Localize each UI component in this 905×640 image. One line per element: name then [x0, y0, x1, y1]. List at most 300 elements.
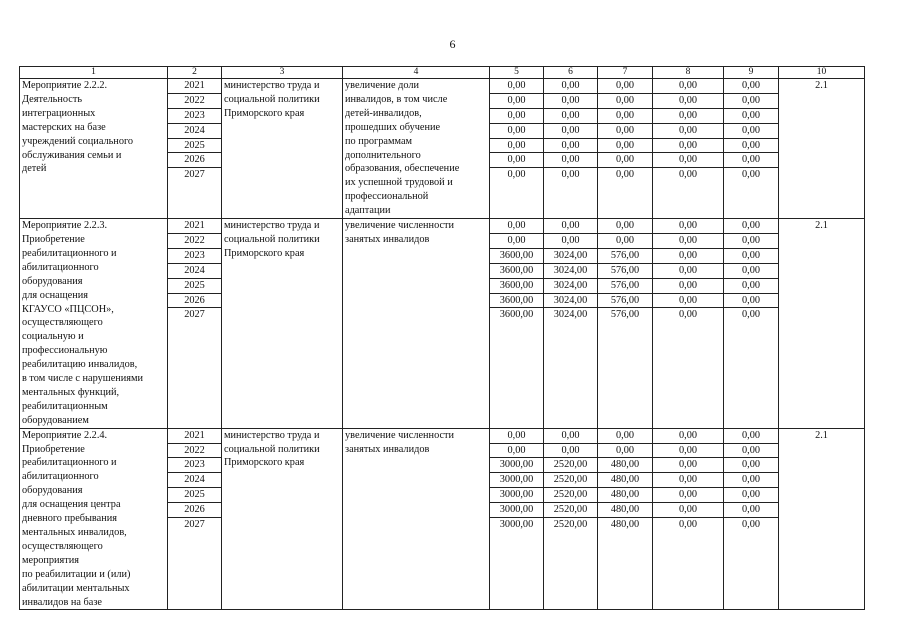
amount-cell — [490, 219, 544, 429]
amount-value: 3024,00 — [553, 309, 588, 321]
executor-cell-line: Приморского края — [224, 457, 305, 469]
amount-value: 0,00 — [615, 429, 635, 441]
amount-value: 0,00 — [507, 109, 526, 121]
activity-cell-line: учреждений социального — [22, 135, 134, 147]
executor-cell-line: министерство труда и — [224, 429, 320, 441]
amount-line — [724, 458, 778, 473]
result-cell-line: профессиональной — [345, 191, 429, 203]
result-cell-line: детей-инвалидов, — [345, 107, 422, 119]
amount-line — [724, 488, 778, 503]
amount-line — [598, 109, 652, 124]
amount-line — [490, 294, 543, 309]
year-value: 2023 — [168, 458, 221, 473]
year-value: 2025 — [168, 279, 221, 294]
amount-value: 2520,00 — [553, 459, 588, 471]
amount-line — [653, 264, 723, 279]
amount-line — [544, 518, 597, 532]
amount-value: 0,00 — [561, 109, 580, 121]
year-value: 2021 — [168, 79, 221, 94]
table-row — [20, 428, 865, 610]
activity-cell-line: ментальных функций, — [22, 386, 120, 398]
amount-cell — [724, 79, 779, 219]
amount-line — [724, 234, 778, 249]
executor-cell-line: социальной политики — [224, 233, 320, 245]
amount-line — [598, 473, 652, 488]
result-cell-line: по программам — [345, 135, 413, 147]
amount-value: 0,00 — [678, 139, 698, 151]
activity-cell-line: дневного пребывания — [22, 513, 117, 525]
amount-value: 0,00 — [741, 309, 761, 321]
amount-line — [544, 444, 597, 459]
header-cell: 5 — [490, 67, 544, 79]
activity-cell-line: оборудования — [22, 275, 83, 287]
year-value: 2026 — [168, 294, 221, 309]
amount-value: 0,00 — [615, 124, 635, 136]
amount-value: 0,00 — [678, 309, 698, 321]
result-cell-line: увеличение численности — [345, 429, 455, 441]
amount-line — [598, 264, 652, 279]
amount-value: 0,00 — [507, 234, 526, 246]
amount-value: 3000,00 — [499, 459, 534, 471]
header-cell: 8 — [653, 67, 724, 79]
amount-value: 0,00 — [507, 444, 526, 456]
table-row — [20, 79, 865, 219]
amount-value: 0,00 — [507, 139, 526, 151]
year-value: 2021 — [168, 219, 221, 234]
amount-value: 0,00 — [507, 124, 526, 136]
amount-line — [724, 308, 778, 322]
amount-cell — [490, 428, 544, 610]
amount-line — [490, 94, 543, 109]
amount-line — [544, 109, 597, 124]
amount-line — [490, 458, 543, 473]
amount-value: 0,00 — [741, 154, 761, 166]
activity-cell-line: абилитации ментальных — [22, 582, 130, 594]
amount-line — [490, 153, 543, 168]
amount-value: 0,00 — [678, 124, 698, 136]
amount-line — [490, 473, 543, 488]
activity-cell-line: социальную и — [22, 331, 84, 343]
amount-value: 3600,00 — [499, 294, 534, 306]
activity-cell-line: инвалидов на базе — [22, 596, 102, 608]
amount-value: 0,00 — [678, 504, 698, 516]
activity-cell-line: КГАУСО «ПЦСОН», — [22, 303, 114, 315]
amount-value: 0,00 — [615, 220, 635, 232]
amount-value: 0,00 — [507, 220, 526, 232]
amount-value: 576,00 — [610, 264, 640, 276]
amount-cell — [724, 219, 779, 429]
amount-value: 0,00 — [678, 264, 698, 276]
activity-cell-line: для оснащения — [22, 289, 88, 301]
executor-cell-line: Приморского края — [224, 247, 305, 259]
activity-cell-line: мероприятия — [22, 554, 80, 566]
header-cell: 10 — [779, 67, 865, 79]
amount-value: 0,00 — [615, 94, 635, 106]
amount-line — [653, 473, 723, 488]
amount-line — [544, 264, 597, 279]
amount-line — [490, 139, 543, 154]
amount-value: 0,00 — [678, 444, 698, 456]
amount-value: 0,00 — [678, 220, 698, 232]
amount-value: 0,00 — [741, 169, 761, 181]
amount-value: 0,00 — [507, 80, 526, 91]
amount-value: 480,00 — [610, 489, 640, 501]
activity-cell-line: реабилитационным — [22, 400, 108, 412]
year-value: 2025 — [168, 139, 221, 154]
amount-value: 0,00 — [741, 294, 761, 306]
amount-line — [653, 124, 723, 139]
amount-line — [653, 308, 723, 322]
amount-line — [490, 79, 543, 94]
amount-value: 3600,00 — [499, 309, 534, 321]
activity-cell-line: Мероприятие 2.2.4. — [22, 429, 108, 441]
amount-value: 0,00 — [561, 169, 580, 181]
amount-value: 0,00 — [741, 264, 761, 276]
activity-cell-line: абилитационного — [22, 261, 99, 273]
amount-value: 0,00 — [615, 234, 635, 246]
amount-line — [598, 444, 652, 459]
amount-value: 3600,00 — [499, 264, 534, 276]
amount-cell — [598, 428, 653, 610]
amount-cell — [653, 219, 724, 429]
amount-line — [653, 79, 723, 94]
amount-value: 3000,00 — [499, 489, 534, 501]
amount-value: 0,00 — [678, 489, 698, 501]
amount-line — [544, 139, 597, 154]
activity-cell-line: Деятельность — [22, 93, 83, 105]
amount-line — [724, 124, 778, 139]
amount-line — [724, 109, 778, 124]
program-table — [19, 66, 865, 610]
result-cell-line: инвалидов, в том числе — [345, 93, 448, 105]
amount-value: 0,00 — [615, 80, 635, 91]
amount-value: 2520,00 — [553, 504, 588, 516]
amount-value: 3600,00 — [499, 279, 534, 291]
result-cell-line: адаптации — [345, 205, 391, 217]
year-value: 2027 — [184, 309, 205, 321]
activity-cell-line: мастерских на базе — [22, 121, 106, 133]
activity-cell-line: осуществляющего — [22, 317, 103, 329]
amount-line — [598, 429, 652, 444]
amount-value: 0,00 — [561, 124, 580, 136]
amount-value: 480,00 — [610, 519, 640, 530]
result-cell-line: увеличение численности — [345, 220, 455, 232]
amount-line — [724, 139, 778, 154]
activity-cell-line: Мероприятие 2.2.3. — [22, 220, 108, 232]
amount-line — [490, 488, 543, 503]
activity-cell-line: интеграционных — [22, 107, 96, 119]
amount-line — [490, 234, 543, 249]
amount-line — [724, 444, 778, 459]
amount-cell — [598, 219, 653, 429]
amount-cell — [544, 219, 598, 429]
years-cell — [168, 219, 222, 429]
activity-cell-line: ментальных инвалидов, — [22, 527, 127, 538]
activity-cell — [20, 219, 168, 429]
result-cell-line: занятых инвалидов — [345, 233, 430, 245]
amount-line — [490, 518, 543, 532]
amount-line — [653, 168, 723, 182]
amount-line — [598, 168, 652, 182]
amount-cell — [544, 428, 598, 610]
year-value: 2026 — [168, 153, 221, 168]
amount-line — [490, 279, 543, 294]
activity-cell-line: обслуживания семьи и — [22, 149, 122, 161]
header-cell: 4 — [343, 67, 490, 79]
amount-value: 0,00 — [741, 474, 761, 486]
amount-line — [653, 219, 723, 234]
year-value: 2022 — [168, 234, 221, 249]
activity-cell-line: для оснащения центра — [22, 499, 121, 511]
amount-line — [490, 124, 543, 139]
amount-value: 0,00 — [741, 504, 761, 516]
amount-line — [653, 234, 723, 249]
amount-value: 0,00 — [507, 154, 526, 166]
amount-value: 3000,00 — [499, 519, 534, 530]
year-value: 2022 — [168, 444, 221, 459]
amount-value: 3024,00 — [553, 279, 588, 291]
amount-line — [653, 153, 723, 168]
header-cell: 9 — [724, 67, 779, 79]
amount-line — [598, 503, 652, 518]
amount-line — [724, 94, 778, 109]
amount-line — [544, 219, 597, 234]
amount-value: 0,00 — [561, 429, 580, 441]
executor-cell — [222, 428, 343, 610]
executor-cell — [222, 219, 343, 429]
amount-line — [490, 109, 543, 124]
amount-value: 0,00 — [741, 220, 761, 232]
amount-value: 0,00 — [741, 429, 761, 441]
activity-cell-line: реабилитационного и — [22, 457, 117, 469]
amount-value: 480,00 — [610, 459, 640, 471]
amount-line — [653, 139, 723, 154]
amount-line — [490, 503, 543, 518]
activity-cell-line: Приобретение — [22, 443, 85, 455]
result-cell — [343, 428, 490, 610]
year-value: 2022 — [168, 94, 221, 109]
amount-line — [598, 219, 652, 234]
amount-line — [724, 473, 778, 488]
amount-value: 2520,00 — [553, 474, 588, 486]
activity-cell-line: в том числе с нарушениями — [22, 373, 144, 385]
amount-value: 0,00 — [741, 279, 761, 291]
year-value: 2024 — [168, 124, 221, 139]
year-value: 2027 — [184, 169, 205, 181]
indicator-cell: 2.1 — [779, 428, 865, 610]
executor-cell — [222, 79, 343, 219]
amount-line — [544, 429, 597, 444]
amount-value: 0,00 — [741, 109, 761, 121]
amount-line — [724, 294, 778, 309]
years-cell — [168, 428, 222, 610]
amount-line — [544, 94, 597, 109]
amount-line — [490, 168, 543, 182]
year-value: 2023 — [168, 249, 221, 264]
amount-value: 0,00 — [678, 109, 698, 121]
amount-line — [598, 79, 652, 94]
result-cell-line: увеличение доли — [345, 80, 419, 91]
amount-value: 3024,00 — [553, 294, 588, 306]
amount-line — [598, 279, 652, 294]
amount-value: 576,00 — [610, 309, 640, 321]
amount-value: 3000,00 — [499, 504, 534, 516]
amount-cell — [724, 428, 779, 610]
amount-line — [653, 429, 723, 444]
activity-cell-line: реабилитационного и — [22, 247, 117, 259]
amount-value: 0,00 — [561, 234, 580, 246]
year-value: 2023 — [168, 109, 221, 124]
header-cell: 1 — [20, 67, 168, 79]
activity-cell-line: профессиональную — [22, 345, 108, 357]
amount-line — [724, 264, 778, 279]
amount-line — [598, 458, 652, 473]
header-cell: 3 — [222, 67, 343, 79]
amount-line — [598, 488, 652, 503]
amount-line — [544, 503, 597, 518]
years-cell — [168, 79, 222, 219]
amount-value: 0,00 — [678, 429, 698, 441]
year-value: 2026 — [168, 503, 221, 518]
amount-value: 0,00 — [615, 139, 635, 151]
amount-value: 0,00 — [615, 154, 635, 166]
amount-line — [653, 94, 723, 109]
amount-line — [653, 518, 723, 532]
amount-value: 0,00 — [561, 139, 580, 151]
amount-value: 576,00 — [610, 249, 640, 261]
year-value: 2024 — [168, 473, 221, 488]
amount-value: 0,00 — [678, 519, 698, 530]
amount-value: 0,00 — [741, 234, 761, 246]
activity-cell-line: оборудованием — [22, 414, 89, 426]
amount-value: 0,00 — [678, 154, 698, 166]
amount-line — [544, 168, 597, 182]
amount-line — [653, 503, 723, 518]
amount-line — [544, 488, 597, 503]
amount-line — [490, 264, 543, 279]
amount-line — [490, 308, 543, 322]
activity-cell — [20, 79, 168, 219]
result-cell-line: дополнительного — [345, 149, 421, 161]
amount-value: 0,00 — [561, 154, 580, 166]
amount-line — [598, 249, 652, 264]
amount-value: 0,00 — [561, 94, 580, 106]
amount-line — [490, 429, 543, 444]
amount-value: 0,00 — [678, 94, 698, 106]
amount-line — [598, 94, 652, 109]
amount-line — [724, 279, 778, 294]
amount-line — [724, 518, 778, 532]
amount-value: 0,00 — [741, 444, 761, 456]
activity-cell — [20, 428, 168, 610]
amount-value: 0,00 — [741, 80, 761, 91]
amount-line — [598, 139, 652, 154]
amount-value: 0,00 — [561, 220, 580, 232]
amount-line — [490, 219, 543, 234]
amount-line — [544, 308, 597, 322]
amount-line — [544, 279, 597, 294]
amount-value: 0,00 — [678, 249, 698, 261]
activity-cell-line: абилитационного — [22, 471, 99, 483]
executor-cell-line: социальной политики — [224, 443, 320, 455]
result-cell-line: их успешной трудовой и — [345, 177, 453, 189]
amount-line — [724, 249, 778, 264]
header-cell: 2 — [168, 67, 222, 79]
amount-value: 576,00 — [610, 279, 640, 291]
amount-value: 0,00 — [741, 124, 761, 136]
amount-line — [544, 79, 597, 94]
amount-line — [598, 153, 652, 168]
amount-line — [653, 279, 723, 294]
amount-value: 0,00 — [678, 169, 698, 181]
amount-line — [724, 503, 778, 518]
year-value: 2024 — [168, 264, 221, 279]
indicator-cell: 2.1 — [779, 79, 865, 219]
amount-value: 0,00 — [741, 489, 761, 501]
amount-line — [544, 124, 597, 139]
year-value: 2021 — [168, 429, 221, 444]
amount-line — [724, 219, 778, 234]
amount-value: 2520,00 — [553, 489, 588, 501]
year-value: 2025 — [168, 488, 221, 503]
amount-value: 0,00 — [678, 80, 698, 91]
activity-cell-line: Приобретение — [22, 233, 85, 245]
amount-value: 0,00 — [678, 474, 698, 486]
amount-value: 576,00 — [610, 294, 640, 306]
amount-line — [544, 294, 597, 309]
amount-value: 0,00 — [678, 279, 698, 291]
activity-cell-line: Мероприятие 2.2.2. — [22, 80, 108, 91]
amount-value: 0,00 — [741, 139, 761, 151]
amount-line — [724, 429, 778, 444]
executor-cell-line: социальной политики — [224, 93, 320, 105]
amount-line — [544, 153, 597, 168]
amount-value: 0,00 — [678, 234, 698, 246]
amount-value: 0,00 — [615, 109, 635, 121]
amount-line — [653, 444, 723, 459]
amount-line — [653, 488, 723, 503]
amount-cell — [653, 79, 724, 219]
amount-value: 0,00 — [741, 459, 761, 471]
result-cell-line: занятых инвалидов — [345, 443, 430, 455]
amount-line — [653, 458, 723, 473]
amount-value: 0,00 — [507, 429, 526, 441]
amount-value: 0,00 — [561, 80, 580, 91]
result-cell — [343, 219, 490, 429]
amount-line — [490, 249, 543, 264]
amount-value: 0,00 — [741, 519, 761, 530]
amount-line — [598, 234, 652, 249]
amount-value: 0,00 — [615, 444, 635, 456]
activity-cell-line: оборудования — [22, 485, 83, 497]
amount-value: 3600,00 — [499, 249, 534, 261]
amount-line — [598, 124, 652, 139]
amount-value: 480,00 — [610, 504, 640, 516]
amount-cell — [490, 79, 544, 219]
amount-line — [598, 518, 652, 532]
amount-value: 480,00 — [610, 474, 640, 486]
amount-value: 0,00 — [678, 294, 698, 306]
amount-line — [724, 168, 778, 182]
header-cell: 7 — [598, 67, 653, 79]
amount-cell — [544, 79, 598, 219]
amount-value: 0,00 — [678, 459, 698, 471]
page-number: 6 — [449, 37, 456, 51]
amount-value: 0,00 — [507, 169, 526, 181]
amount-cell — [653, 428, 724, 610]
amount-line — [544, 234, 597, 249]
amount-line — [544, 473, 597, 488]
